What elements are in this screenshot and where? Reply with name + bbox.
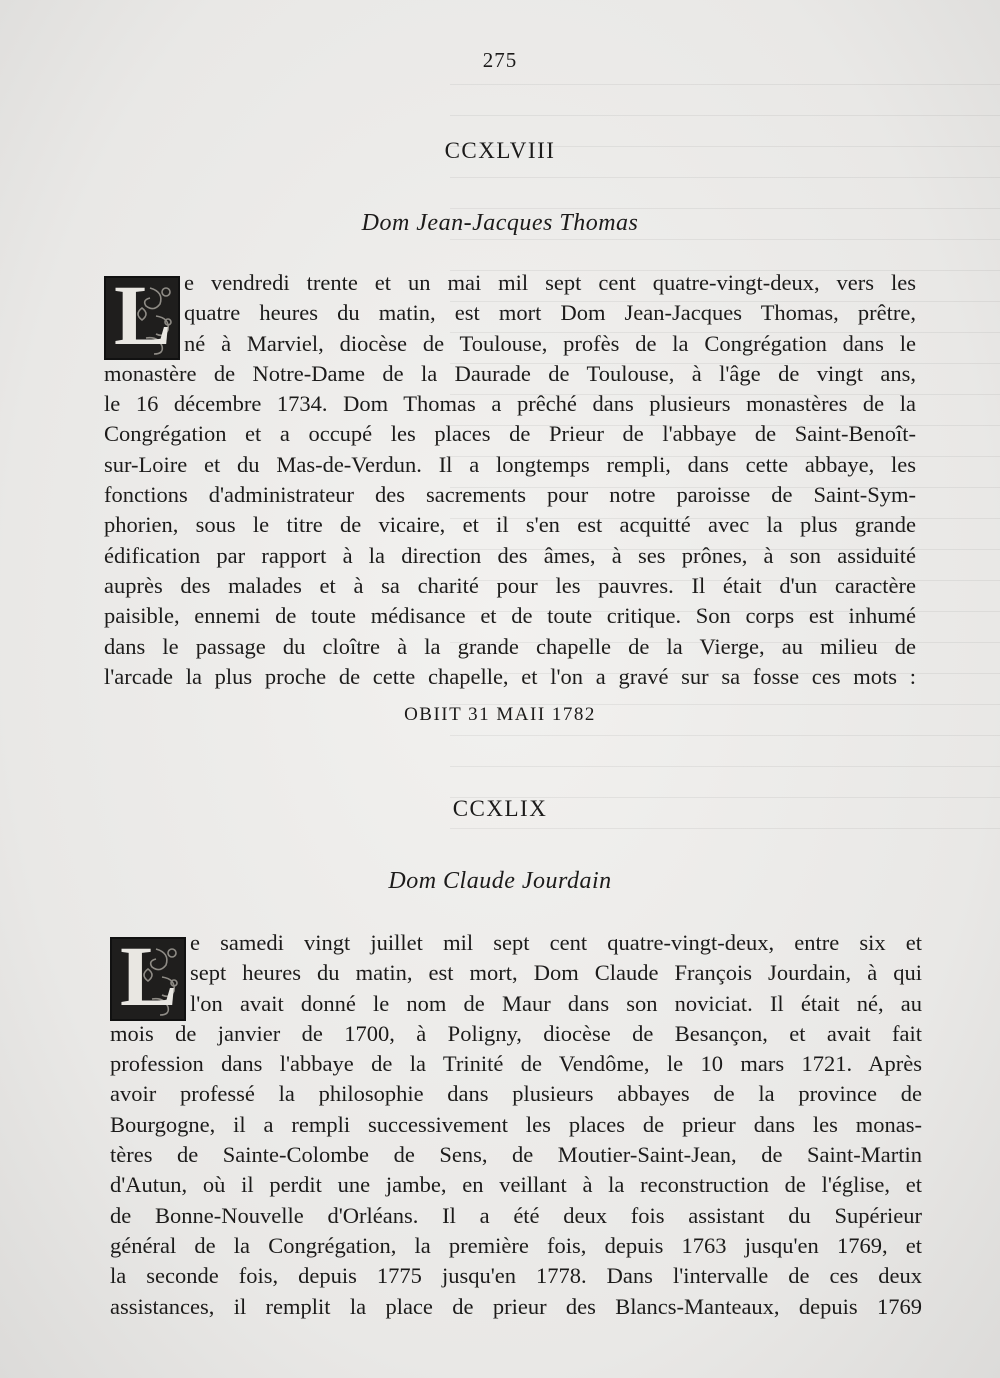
text-line: sur-Loire et du Mas-de-Verdun. Il a longtemps rempli, dans cette abbaye, les	[104, 451, 916, 477]
text-line: phorien, sous le titre de vicaire, et il s'en est acquitté avec la plus grande	[104, 512, 916, 538]
section-number: CCXLVIII	[444, 138, 556, 163]
text-line: l'on avait donné le nom de Maur dans son noviciat. Il était né, au	[190, 990, 922, 1016]
text-line: général de la Congrégation, la première fois, depuis 1763 jusqu'en 1769, et	[110, 1232, 922, 1258]
dropcap-letter: L	[120, 937, 178, 1021]
text-line: sept heures du matin, est mort, Dom Claude François Jourdain, à qui	[190, 960, 922, 986]
text-line: dans le passage du cloître à la grande chapelle de la Vierge, au milieu de	[104, 633, 916, 659]
text-line: édification par rapport à la direction des âmes, à ses prônes, à son assiduité	[104, 542, 916, 568]
text-line: profession dans l'abbaye de la Trinité de Vendôme, le 10 mars 1721. Après	[110, 1051, 922, 1077]
text-line: fonctions d'administrateur des sacrements pour notre paroisse de Saint-Sym-	[104, 482, 916, 508]
text-line: quatre heures du matin, est mort Dom Jean-Jacques Thomas, prêtre,	[184, 300, 916, 326]
text-line: avoir professé la philosophie dans plusieurs abbayes de la province de	[110, 1081, 922, 1107]
text-line: monastère de Notre-Dame de la Daurade de Toulouse, à l'âge de vingt ans,	[104, 360, 916, 386]
text-line: le 16 décembre 1734. Dom Thomas a prêché dans plusieurs monastères de la	[104, 391, 916, 417]
text-line: né à Marviel, diocèse de Toulouse, profès de la Congrégation dans le	[184, 330, 916, 356]
entry-body	[104, 268, 916, 692]
text-line: Congrégation et a occupé les places de Prieur de l'abbaye de Saint-Benoît-	[104, 421, 916, 447]
text-line: e samedi vingt juillet mil sept cent quatre-vingt-deux, entre six et	[190, 930, 922, 955]
text-line: tères de Sainte-Colombe de Sens, de Moutier-Saint-Jean, de Saint-Martin	[110, 1142, 922, 1168]
text-line: mois de janvier de 1700, à Poligny, diocèse de Besançon, et avait fait	[110, 1020, 922, 1046]
text-line: d'Autun, où il perdit une jambe, en veillant à la reconstruction de l'église, et	[110, 1172, 922, 1198]
entry-title: Dom Claude Jourdain	[388, 868, 612, 894]
text-line: assistances, il remplit la place de prieur des Blancs-Manteaux, depuis 1769	[110, 1293, 922, 1319]
text-line: e vendredi trente et un mai mil sept cent quatre-vingt-deux, vers les	[184, 270, 916, 295]
text-line: de Bonne-Nouvelle d'Orléans. Il a été deux fois assistant du Supérieur	[110, 1202, 922, 1228]
page-number: 275	[482, 48, 518, 72]
text-line: Bourgogne, il a rempli successivement les places de prieur dans les monas-	[110, 1111, 922, 1137]
entry-title: Dom Jean-Jacques Thomas	[361, 210, 639, 236]
text-line: la seconde fois, depuis 1775 jusqu'en 1778. Dans l'intervalle de ces deux	[110, 1263, 922, 1289]
section-number: CCXLIX	[452, 796, 548, 821]
entry-body	[110, 928, 922, 1322]
text-line: auprès des malades et à sa charité pour les pauvres. Il était d'un caractère	[104, 572, 916, 598]
dropcap-letter: L	[114, 276, 172, 360]
text-line: paisible, ennemi de toute médisance et de toute critique. Son corps est inhumé	[104, 603, 916, 629]
epitaph-inscription: OBIIT 31 MAII 1782	[404, 704, 596, 725]
text-line: l'arcade la plus proche de cette chapelle, et l'on a gravé sur sa fosse ces mots :	[104, 663, 916, 689]
